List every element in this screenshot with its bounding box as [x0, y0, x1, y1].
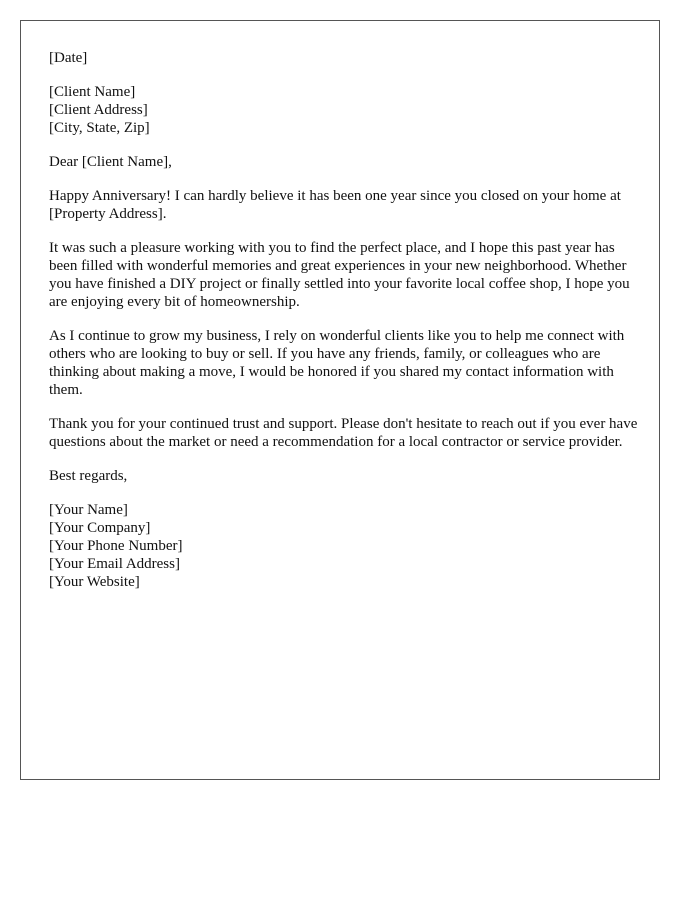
letter-page [20, 20, 660, 780]
signature-email: [Your Email Address] [49, 556, 180, 572]
recipient-address: [Client Address] [49, 102, 148, 118]
recipient-name: [Client Name] [49, 84, 136, 100]
date-text: [Date] [49, 50, 88, 66]
signature-company: [Your Company] [49, 520, 151, 536]
paragraph-anniversary: Happy Anniversary! I can hardly believe it has been one year since you closed on your home at [Property Address]. [49, 188, 621, 222]
salutation: Dear [Client Name], [49, 154, 172, 170]
paragraph-referral: As I continue to grow my business, I rely on wonderful clients like you to help me connect with others who are looking to buy or sell. If you have any friends, family, or colleagues who are thinking about making a move, I would be honored if you shared my contact information with them. [49, 328, 625, 398]
recipient-city-state-zip: [City, State, Zip] [49, 120, 150, 136]
signature-website: [Your Website] [49, 574, 140, 590]
paragraph-pleasure: It was such a pleasure working with you to find the perfect place, and I hope this past year has been filled with wonderful memories and great experiences in your new neighborhood. Whether you have finished a DIY project or finally settled into your favorite local coffee shop, I hope you are enjoying every bit of homeownership. [49, 240, 630, 310]
closing: Best regards, [49, 468, 128, 484]
signature-block [49, 501, 639, 591]
recipient-address-block [49, 83, 639, 137]
letter-body [49, 49, 639, 607]
signature-phone: [Your Phone Number] [49, 538, 183, 554]
letter-date [49, 49, 639, 67]
signature-name: [Your Name] [49, 502, 128, 518]
paragraph-thanks: Thank you for your continued trust and support. Please don't hesitate to reach out if you ever have questions about the market or need a recommendation for a local contractor or service provider. [49, 416, 638, 450]
